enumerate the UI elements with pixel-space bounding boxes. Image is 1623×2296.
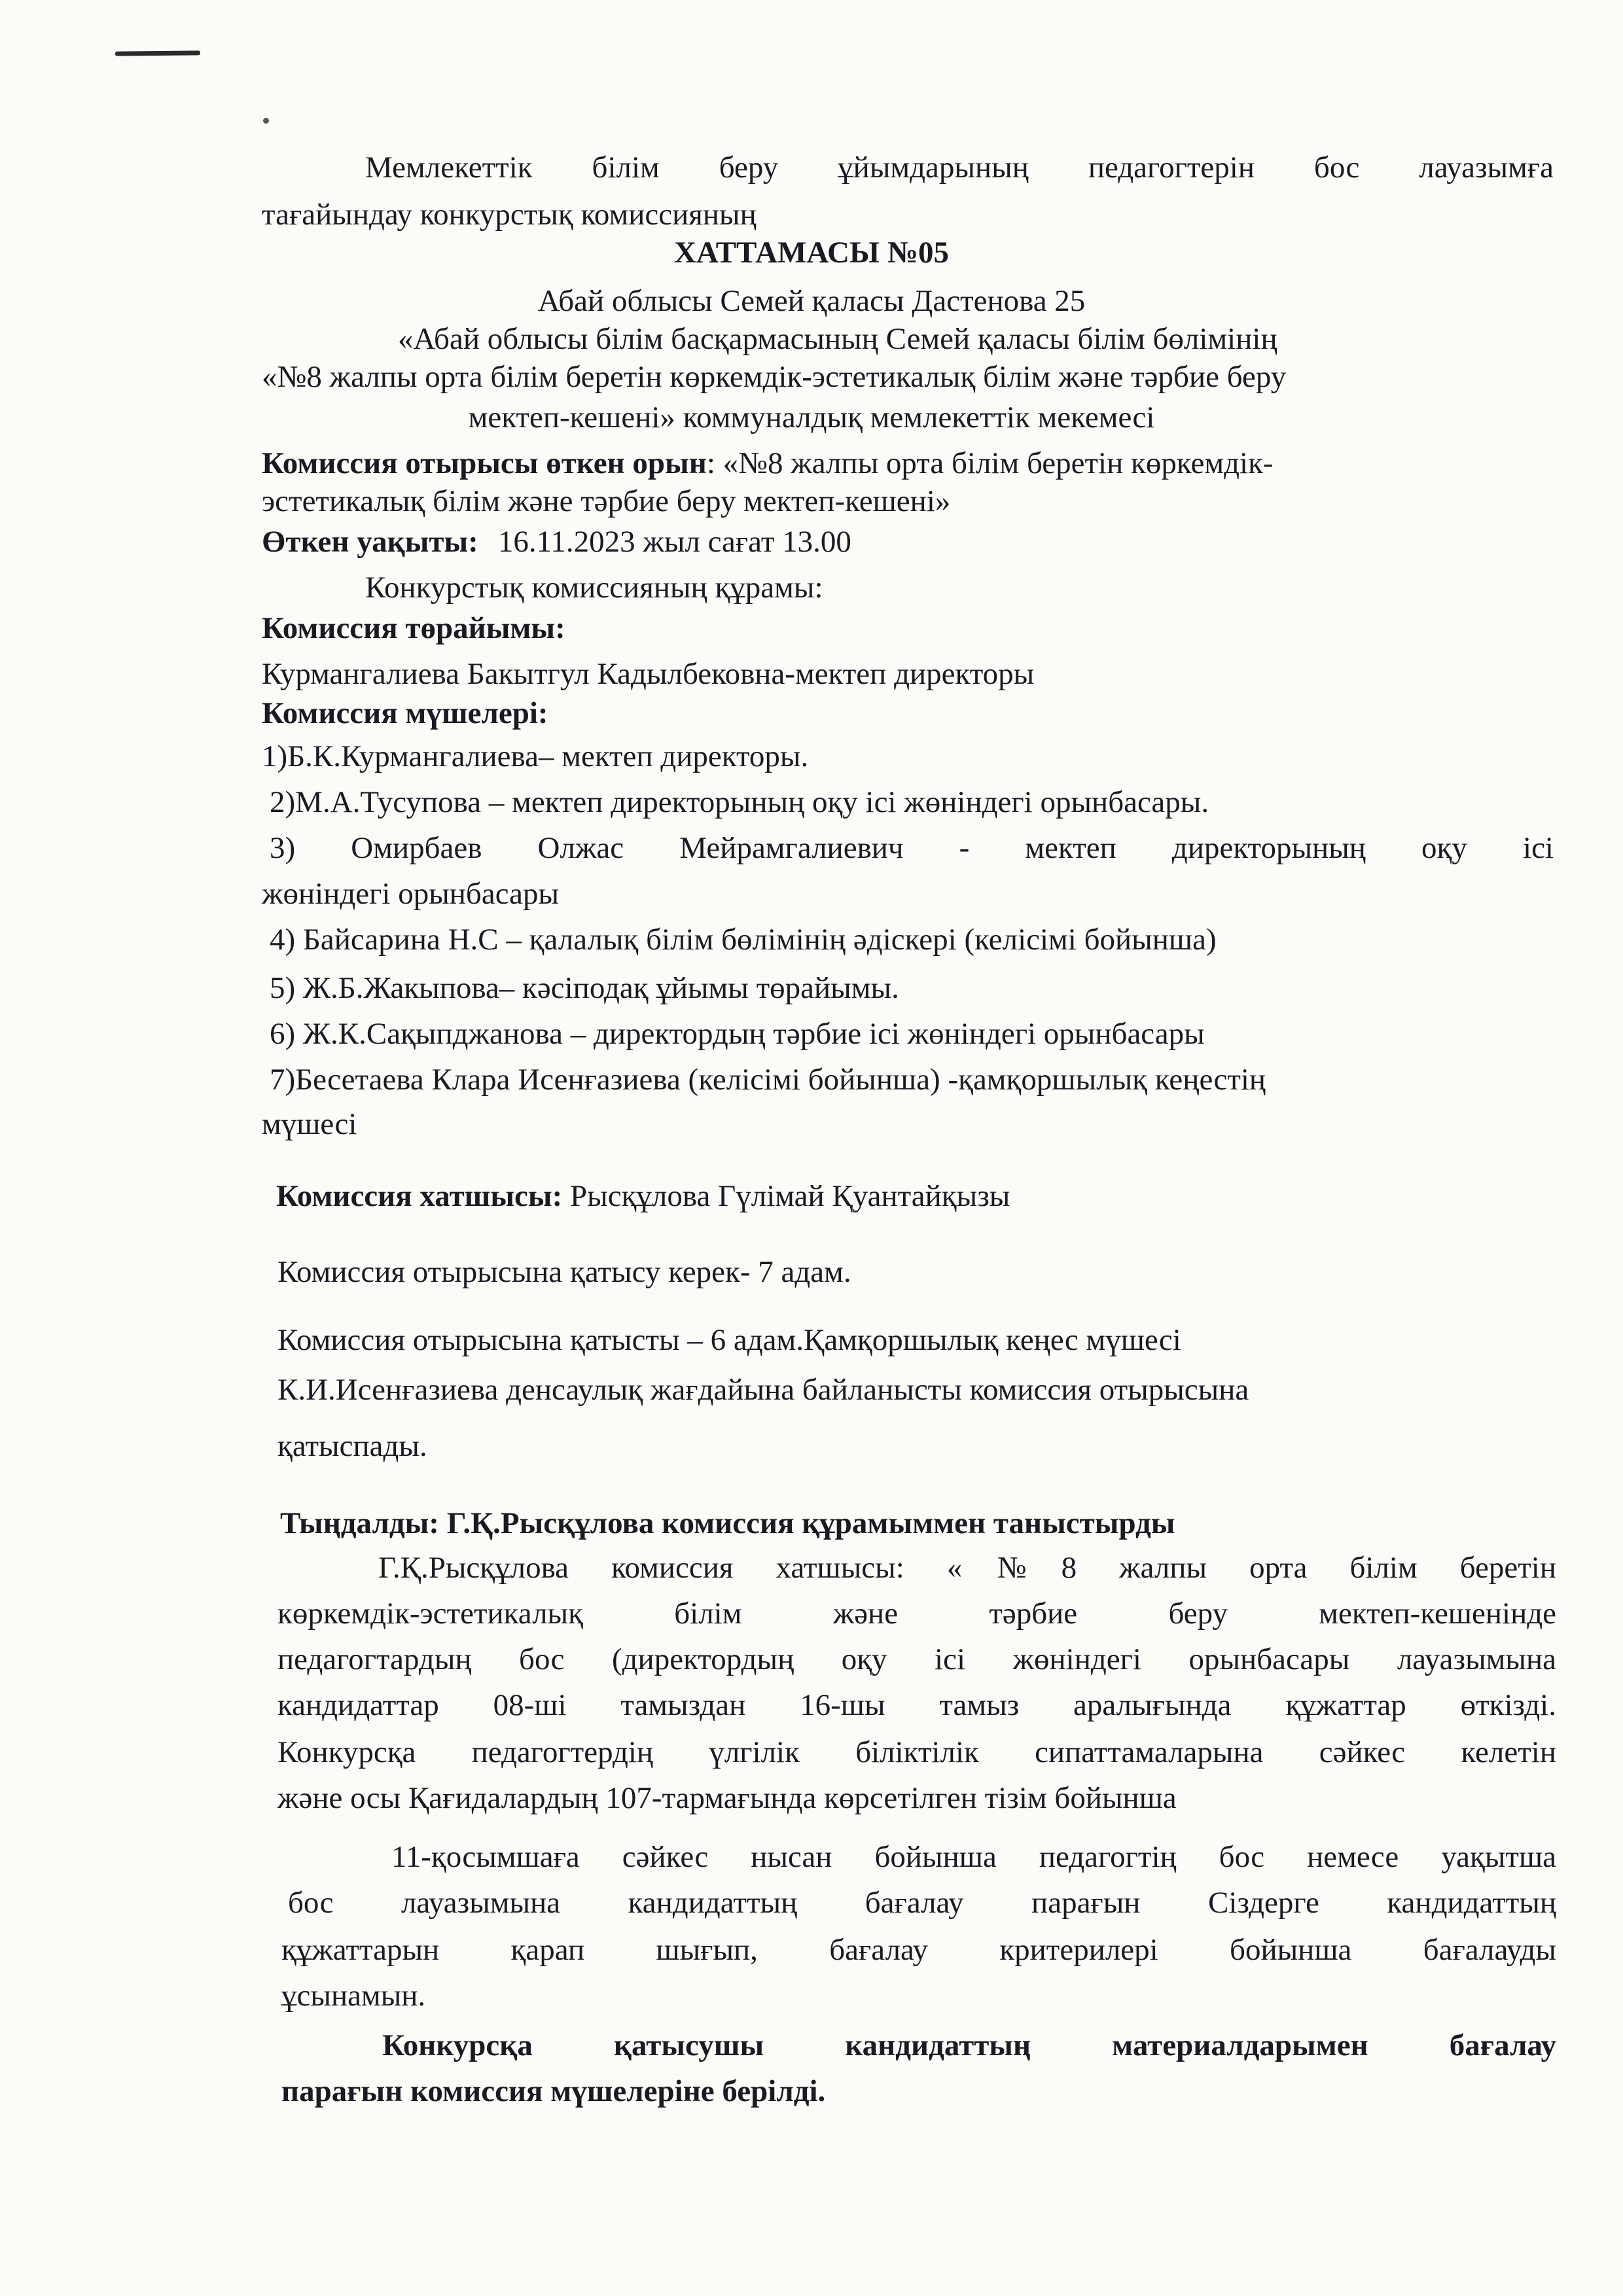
org-line-2: «№8 жалпы орта білім беретін көркемдік-эстетикалық білім және тәрбие беру	[262, 360, 1287, 394]
meeting-place-label: Комиссия отырысы өткен орын	[262, 446, 707, 480]
member-4: 4) Байсарина Н.С – қалалық білім бөлімінің әдіскері (келісімі бойынша)	[270, 923, 1217, 957]
scan-artifact-mark	[115, 50, 200, 56]
chair-value: Курмангалиева Бакытгул Кадылбековна-мектеп директоры	[262, 657, 1035, 691]
meeting-time-value: 16.11.2023 жыл сағат 13.00	[497, 525, 851, 559]
members-label: Комиссия мүшелері:	[262, 696, 548, 730]
paragraph-1-line-6: және осы Қағидалардың 107-тармағында көрсетілген тізім бойынша	[277, 1781, 1177, 1815]
listened-heading: Тыңдалды: Г.Қ.Рысқұлова комиссия құрамыммен таныстырды	[280, 1506, 1175, 1540]
org-line-1: «Абай облысы білім басқармасының Семей қаласы білім бөлімінің	[398, 322, 1277, 356]
paragraph-2-line-4: ұсынамын.	[281, 1979, 426, 2013]
member-7-line-1: 7)Бесетаева Клара Исенғазиева (келісімі бойынша) -қамқоршылық кеңестің	[270, 1063, 1266, 1097]
paragraph-2-line-3: құжаттарын қарап шығып, бағалау критерилері бойынша бағалауды	[281, 1933, 1556, 1967]
intro-line-2: тағайындау конкурстық комиссияның	[262, 198, 757, 232]
meeting-time-line	[262, 523, 851, 560]
paragraph-1-line-1: Г.Қ.Рысқұлова комиссия хатшысы: «№8 жалпы орта білім беретін	[378, 1551, 1556, 1585]
org-line-3: мектеп-кешені» коммуналдық мемлекеттік мекемесі	[468, 400, 1155, 434]
composition-heading: Конкурстық комиссияның құрамы:	[365, 571, 823, 605]
attendance-present-line-1: Комиссия отырысына қатысты – 6 адам.Қамқоршылық кеңес мүшесі	[277, 1323, 1181, 1357]
document-title: ХАТТАМАСЫ №05	[673, 236, 950, 270]
member-2: 2)М.А.Тусупова – мектеп директорының оқу ісі жөніндегі орынбасары.	[270, 785, 1209, 819]
paragraph-1-line-5: Конкурсқа педагогтердің үлгілік біліктілік сипаттамаларына сәйкес келетін	[277, 1735, 1556, 1769]
secretary-line	[276, 1178, 1010, 1214]
chair-label: Комиссия төрайымы:	[262, 611, 565, 645]
meeting-place-value: : «№8 жалпы орта білім беретін көркемдік-	[706, 446, 1274, 480]
paragraph-2-line-1: 11-қосымшаға сәйкес нысан бойынша педагогтің бос немесе уақытша	[391, 1840, 1556, 1874]
secretary-value: Рысқұлова Гүлімай Қуантайқызы	[570, 1179, 1010, 1213]
meeting-place-line-2: эстетикалық білім және тәрбие беру мектеп-кешені»	[262, 484, 951, 518]
member-3-line-1: 3) Омирбаев Олжас Мейрамгалиевич - мектеп директорының оқу ісі	[270, 831, 1554, 865]
paragraph-1-line-2: көркемдік-эстетикалық білім және тәрбие беру мектеп-кешенінде	[277, 1597, 1556, 1631]
paragraph-1-line-4: кандидаттар 08-ші тамыздан 16-шы тамыз аралығында құжаттар өткізді.	[277, 1688, 1556, 1722]
secretary-label: Комиссия хатшысы:	[276, 1179, 563, 1213]
intro-line-1: Мемлекеттік білім беру ұйымдарының педагогтерін бос лауазымға	[365, 150, 1554, 185]
member-1: 1)Б.К.Курмангалиева– мектеп директоры.	[262, 739, 809, 773]
attendance-present-line-2: К.И.Исенғазиева денсаулық жағдайына байланысты комиссия отырысына	[277, 1373, 1249, 1407]
attendance-required: Комиссия отырысына қатысу керек- 7 адам.	[277, 1255, 851, 1289]
member-3-line-2: жөніндегі орынбасары	[262, 877, 560, 911]
paragraph-2-line-2: бос лауазымына кандидаттың бағалау парағын Сіздерге кандидаттың	[288, 1886, 1556, 1920]
member-5: 5) Ж.Б.Жакыпова– кәсіподақ ұйымы төрайымы.	[270, 971, 899, 1005]
member-7-line-2: мүшесі	[262, 1107, 357, 1141]
scan-artifact-dot	[263, 118, 269, 124]
final-line-1: Конкурсқа қатысушы кандидаттың материалдарымен бағалау	[382, 2028, 1556, 2062]
meeting-time-label: Өткен уақыты:	[262, 525, 478, 559]
paragraph-1-line-3: педагогтардың бос (директордың оқу ісі жөніндегі орынбасары лауазымына	[277, 1642, 1556, 1676]
address-line: Абай облысы Семей қаласы Дастенова 25	[537, 284, 1086, 318]
meeting-place-line-1	[262, 445, 1274, 482]
attendance-present-line-3: қатыспады.	[277, 1429, 427, 1463]
final-line-2: парағын комиссия мүшелеріне берілді.	[281, 2074, 826, 2108]
member-6: 6) Ж.К.Сақыпджанова – директордың тәрбие ісі жөніндегі орынбасары	[270, 1017, 1205, 1051]
